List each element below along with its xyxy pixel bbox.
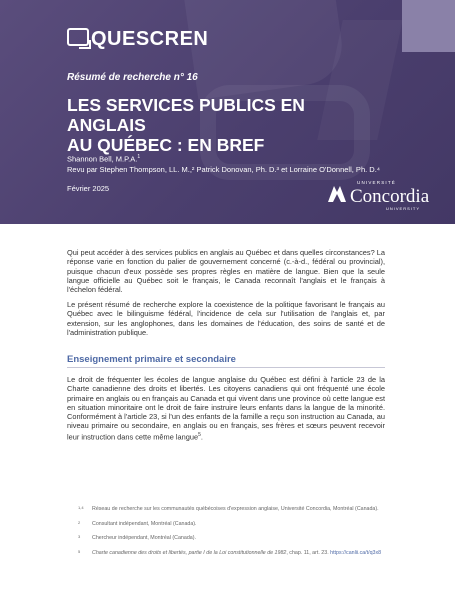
footnotes (78, 506, 418, 564)
summary-paragraph: Le présent résumé de recherche explore la coexistence de la politique favorisant le français au Québec avec le bilinguisme fédéral, l'incidence de cela sur l'utilisation de l'anglais et, par extension, sur les anglophones, dans les domaines de l'éducation, des soins de santé et de l'administration publique. (67, 300, 385, 337)
concordia-name: Concordia (350, 186, 430, 207)
footnote (78, 550, 418, 557)
footnote-ref: 5 (198, 431, 201, 438)
footnote-citation-title: Charte canadienne des droits et libertés, partie I de la Loi constitutionnelle de 1982 (92, 549, 287, 556)
footnote-mark: 1,4 (78, 505, 84, 510)
footnote-link[interactable]: https://canlii.ca/t/q3x8 (330, 549, 382, 556)
author (67, 154, 140, 164)
author-note: 1 (137, 154, 141, 160)
section-divider (67, 367, 385, 368)
concordia-bottom-label: UNIVERSITY (386, 206, 421, 211)
cover-header (0, 0, 455, 224)
footnote-mark: 5 (78, 548, 81, 554)
footnote (78, 506, 418, 513)
education-paragraph (67, 375, 385, 442)
logo-text: QUESCREN (91, 27, 209, 50)
title-line-1: LES SERVICES PUBLICS EN ANGLAIS (67, 95, 305, 135)
intro-paragraph: Qui peut accéder à des services publics en anglais au Québec et dans quelles circonstances? La réponse varie en fonction du palier de gouvernement concerné (c.-à-d., fédéral ou provincial), puisque chacun d'eux possède ses propres règles en matière de langue. Bien que la seule langue officielle au Québec soit le français, le Canada reconnaît l'anglais et le français à l'échelon fédéral. (67, 248, 385, 295)
footnote-text: Réseau de recherche sur les communautés québécoises d'expression anglaise, Université Concordia, Montréal (Canada). (92, 506, 379, 512)
concordia-logo (326, 180, 438, 212)
footnote-mark: 3 (78, 534, 81, 539)
concordia-emblem-icon (326, 182, 348, 206)
concordia-top-label: UNIVERSITÉ (357, 180, 397, 185)
author-name: Shannon Bell, M.P.A. (67, 154, 138, 164)
education-text: Le droit de fréquenter les écoles de langue anglaise du Québec est défini à l'article 23 de la Charte canadienne des droits et libertés. Les citoyens canadiens qui ont fréquenté une école primaire en anglais ou en français au Canada et qui vivent dans une province où cette langue est en situation minoritaire ont le droit de faire instruire leurs enfants dans la langue de la minorité. Conformément à l'article 23, si l'un des enfants de la famille a reçu son instruction au Canada, au niveau primaire ou secondaire, en anglais ou en français, ses frères et sœurs peuvent recevoir leur instruction dans cette même langue (67, 375, 385, 442)
series-label: Résumé de recherche n° 16 (67, 72, 198, 83)
section-heading: Enseignement primaire et secondaire (67, 354, 236, 365)
reviewers: Revu par Stephen Thompson, LL. M.,² Patrick Donovan, Ph. D.³ et Lorraine O'Donnell, Ph. D.⁴ (67, 165, 381, 174)
education-text-end: . (200, 432, 203, 442)
footnote-text: Chercheur indépendant, Montréal (Canada). (92, 535, 196, 541)
speech-bubble-icon (67, 28, 93, 50)
publication-date: Février 2025 (67, 184, 110, 193)
footnote-mark: 2 (78, 519, 81, 525)
title-line-2: AU QUÉBEC : EN BREF (67, 135, 265, 155)
footnote-citation-rest: , chap. 11, art. 23. (286, 549, 331, 556)
quescren-logo (67, 28, 208, 50)
corner-block (402, 0, 455, 52)
document-title (67, 95, 387, 155)
footnote-text: Consultant indépendant, Montréal (Canada). (92, 520, 197, 527)
footnote (78, 521, 418, 528)
footnote (78, 535, 418, 542)
